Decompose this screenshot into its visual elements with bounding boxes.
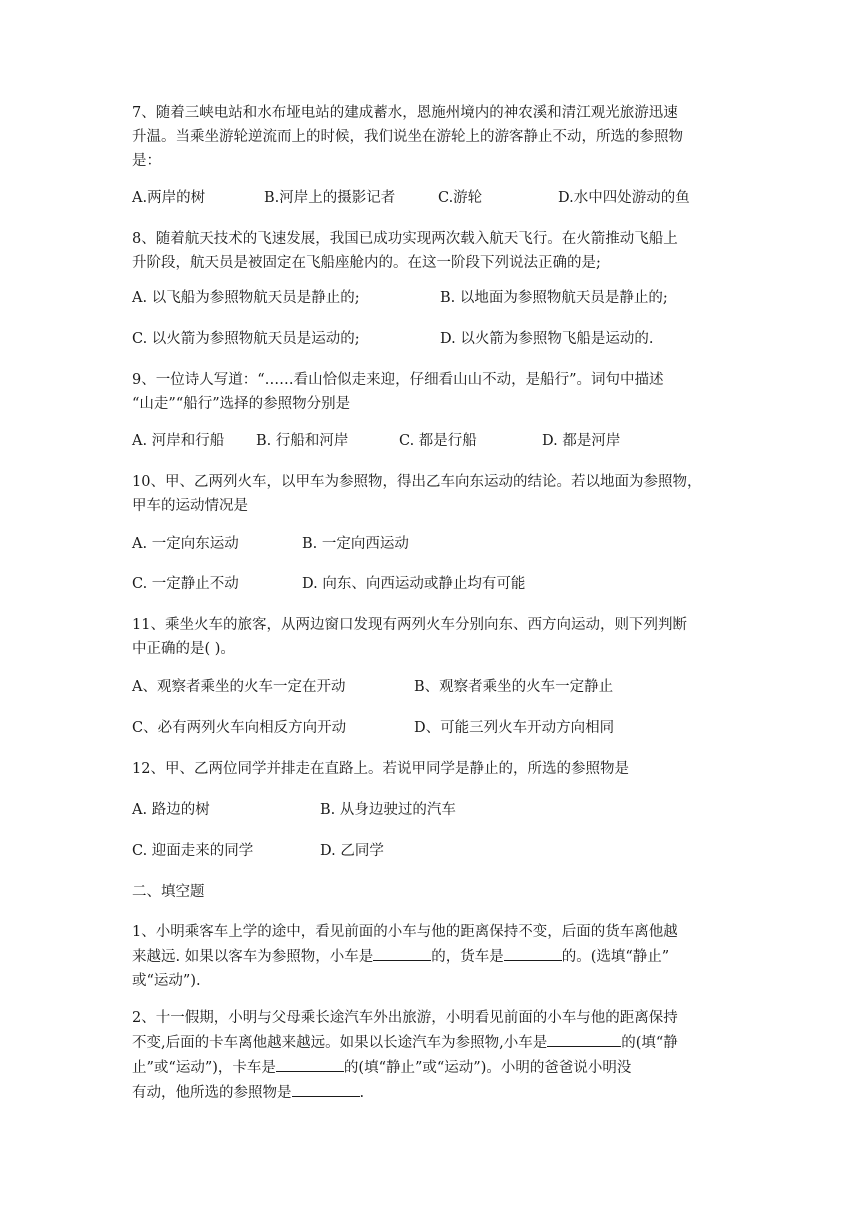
question-8-line-1: 8、随着航天技术的飞速发展，我国已成功实现两次载入航天飞行。在火箭推动飞船上 (132, 231, 678, 247)
section-2-heading-text: 二、填空题 (132, 884, 205, 900)
fill-question-2-line-2 (132, 1030, 732, 1055)
section-2-heading (132, 880, 732, 904)
question-7-line-3: 是： (132, 153, 161, 169)
question-10-option-b: B. 一定向西运动 (302, 536, 409, 552)
question-9-option-c: C. 都是行船 (399, 433, 477, 449)
fill-question-2-text-d: 的(填“静止”或“运动”)。小明的爸爸说小明没 (343, 1060, 632, 1076)
question-10-line-1: 10、甲、乙两列火车，以甲车为参照物，得出乙车向东运动的结论。若以地面为参照物， (132, 474, 702, 490)
fill-question-2-line-3 (132, 1055, 732, 1080)
question-8-option-b: B. 以地面为参照物航天员是静止的; (440, 290, 668, 306)
question-11-line-2: 中正确的是( )。 (132, 641, 235, 657)
question-10-option-d: D. 向东、向西运动或静止均有可能 (302, 576, 526, 592)
question-12-options-row-1 (132, 798, 732, 822)
question-7-option-c: C.游轮 (438, 190, 483, 206)
fill-question-2-text-b: 的(填“静 (621, 1035, 678, 1051)
question-8-options-row-2 (132, 327, 732, 351)
fill-question-1-text-c: 的。(选填“静止” (561, 949, 670, 965)
fill-question-1-blank-1[interactable] (373, 944, 431, 961)
question-9-line-1: 9、一位诗人写道：“……看山恰似走来迎，仔细看山山不动，是船行”。词句中描述 (132, 372, 664, 388)
question-9 (132, 368, 732, 416)
fill-question-2-text-f: . (359, 1085, 365, 1101)
fill-question-1-text-a: 来越远. 如果以客车为参照物，小车是 (132, 949, 374, 965)
question-11-option-c: C、必有两列火车向相反方向开动 (132, 720, 347, 736)
question-12-option-b: B. 从身边驶过的汽车 (320, 802, 456, 818)
question-7-option-b: B.河岸上的摄影记者 (264, 190, 396, 206)
question-10-line-2: 甲车的运动情况是 (132, 498, 248, 514)
question-11-options-row-1 (132, 675, 732, 699)
question-10-option-a: A. 一定向东运动 (132, 536, 239, 552)
question-8 (132, 227, 732, 275)
question-8-option-d: D. 以火箭为参照物飞船是运动的. (440, 331, 654, 347)
question-11-option-a: A、观察者乘坐的火车一定在开动 (132, 679, 346, 695)
question-8-option-a: A. 以飞船为参照物航天员是静止的; (132, 290, 360, 306)
fill-question-2-blank-3[interactable] (292, 1080, 360, 1097)
question-11-options-row-2 (132, 716, 732, 740)
question-8-option-c: C. 以火箭为参照物航天员是运动的; (132, 331, 360, 347)
question-9-option-a: A. 河岸和行船 (132, 433, 225, 449)
question-12-option-d: D. 乙同学 (320, 843, 384, 859)
question-10-options-row-1 (132, 532, 732, 556)
question-12 (132, 757, 732, 781)
question-12-line-1: 12、甲、乙两位同学并排走在直路上。若说甲同学是静止的，所选的参照物是 (132, 761, 629, 777)
question-7-options (132, 186, 732, 210)
fill-question-2 (132, 1006, 732, 1105)
fill-question-1-line-2 (132, 944, 732, 969)
fill-question-2-line-1: 2、十一假期，小明与父母乘长途汽车外出旅游，小明看见前面的小车与他的距离保持 (132, 1010, 678, 1026)
fill-question-2-blank-1[interactable] (547, 1030, 621, 1047)
fill-question-1-blank-2[interactable] (504, 944, 562, 961)
question-9-options (132, 429, 732, 453)
fill-question-2-line-4 (132, 1080, 732, 1105)
question-10-options-row-2 (132, 572, 732, 596)
question-10 (132, 470, 732, 518)
question-8-options-row-1 (132, 286, 732, 310)
question-12-option-a: A. 路边的树 (132, 802, 210, 818)
question-10-option-c: C. 一定静止不动 (132, 576, 239, 592)
question-12-options-row-2 (132, 839, 732, 863)
fill-question-2-text-e: 有动，他所选的参照物是 (132, 1085, 292, 1101)
fill-question-2-blank-2[interactable] (276, 1055, 344, 1072)
question-7-line-1: 7、随着三峡电站和水布垭电站的建成蓄水，恩施州境内的神农溪和清江观光旅游迅速 (132, 105, 678, 121)
fill-question-1-line-1: 1、小明乘客车上学的途中，看见前面的小车与他的距离保持不变，后面的货车离他越 (132, 924, 678, 940)
question-8-line-2: 升阶段，航天员是被固定在飞船座舱内的。在这一阶段下列说法正确的是; (132, 255, 601, 271)
fill-question-2-text-a: 不变,后面的卡车离他越来越远。如果以长途汽车为参照物,小车是 (132, 1035, 548, 1051)
question-7-option-d: D.水中四处游动的鱼 (558, 190, 690, 206)
question-11-option-d: D、可能三列火车开动方向相同 (414, 720, 615, 736)
question-12-option-c: C. 迎面走来的同学 (132, 843, 254, 859)
question-11-option-b: B、观察者乘坐的火车一定静止 (414, 679, 614, 695)
fill-question-1 (132, 920, 732, 993)
question-11-line-1: 11、乘坐火车的旅客，从两边窗口发现有两列火车分别向东、西方向运动，则下列判断 (132, 617, 687, 633)
question-9-line-2: “山走”“船行”选择的参照物分别是 (132, 396, 351, 412)
question-7-line-2: 升温。当乘坐游轮逆流而上的时候，我们说坐在游轮上的游客静止不动，所选的参照物 (132, 129, 683, 145)
fill-question-1-line-3: 或“运动”). (132, 973, 201, 989)
question-9-option-b: B. 行船和河岸 (256, 433, 349, 449)
question-7-option-a: A.两岸的树 (132, 190, 206, 206)
question-7 (132, 101, 732, 173)
fill-question-1-text-b: 的，货车是 (431, 949, 504, 965)
question-9-option-d: D. 都是河岸 (542, 433, 621, 449)
question-11 (132, 613, 732, 661)
fill-question-2-text-c: 止”或“运动”)，卡车是 (132, 1060, 276, 1076)
